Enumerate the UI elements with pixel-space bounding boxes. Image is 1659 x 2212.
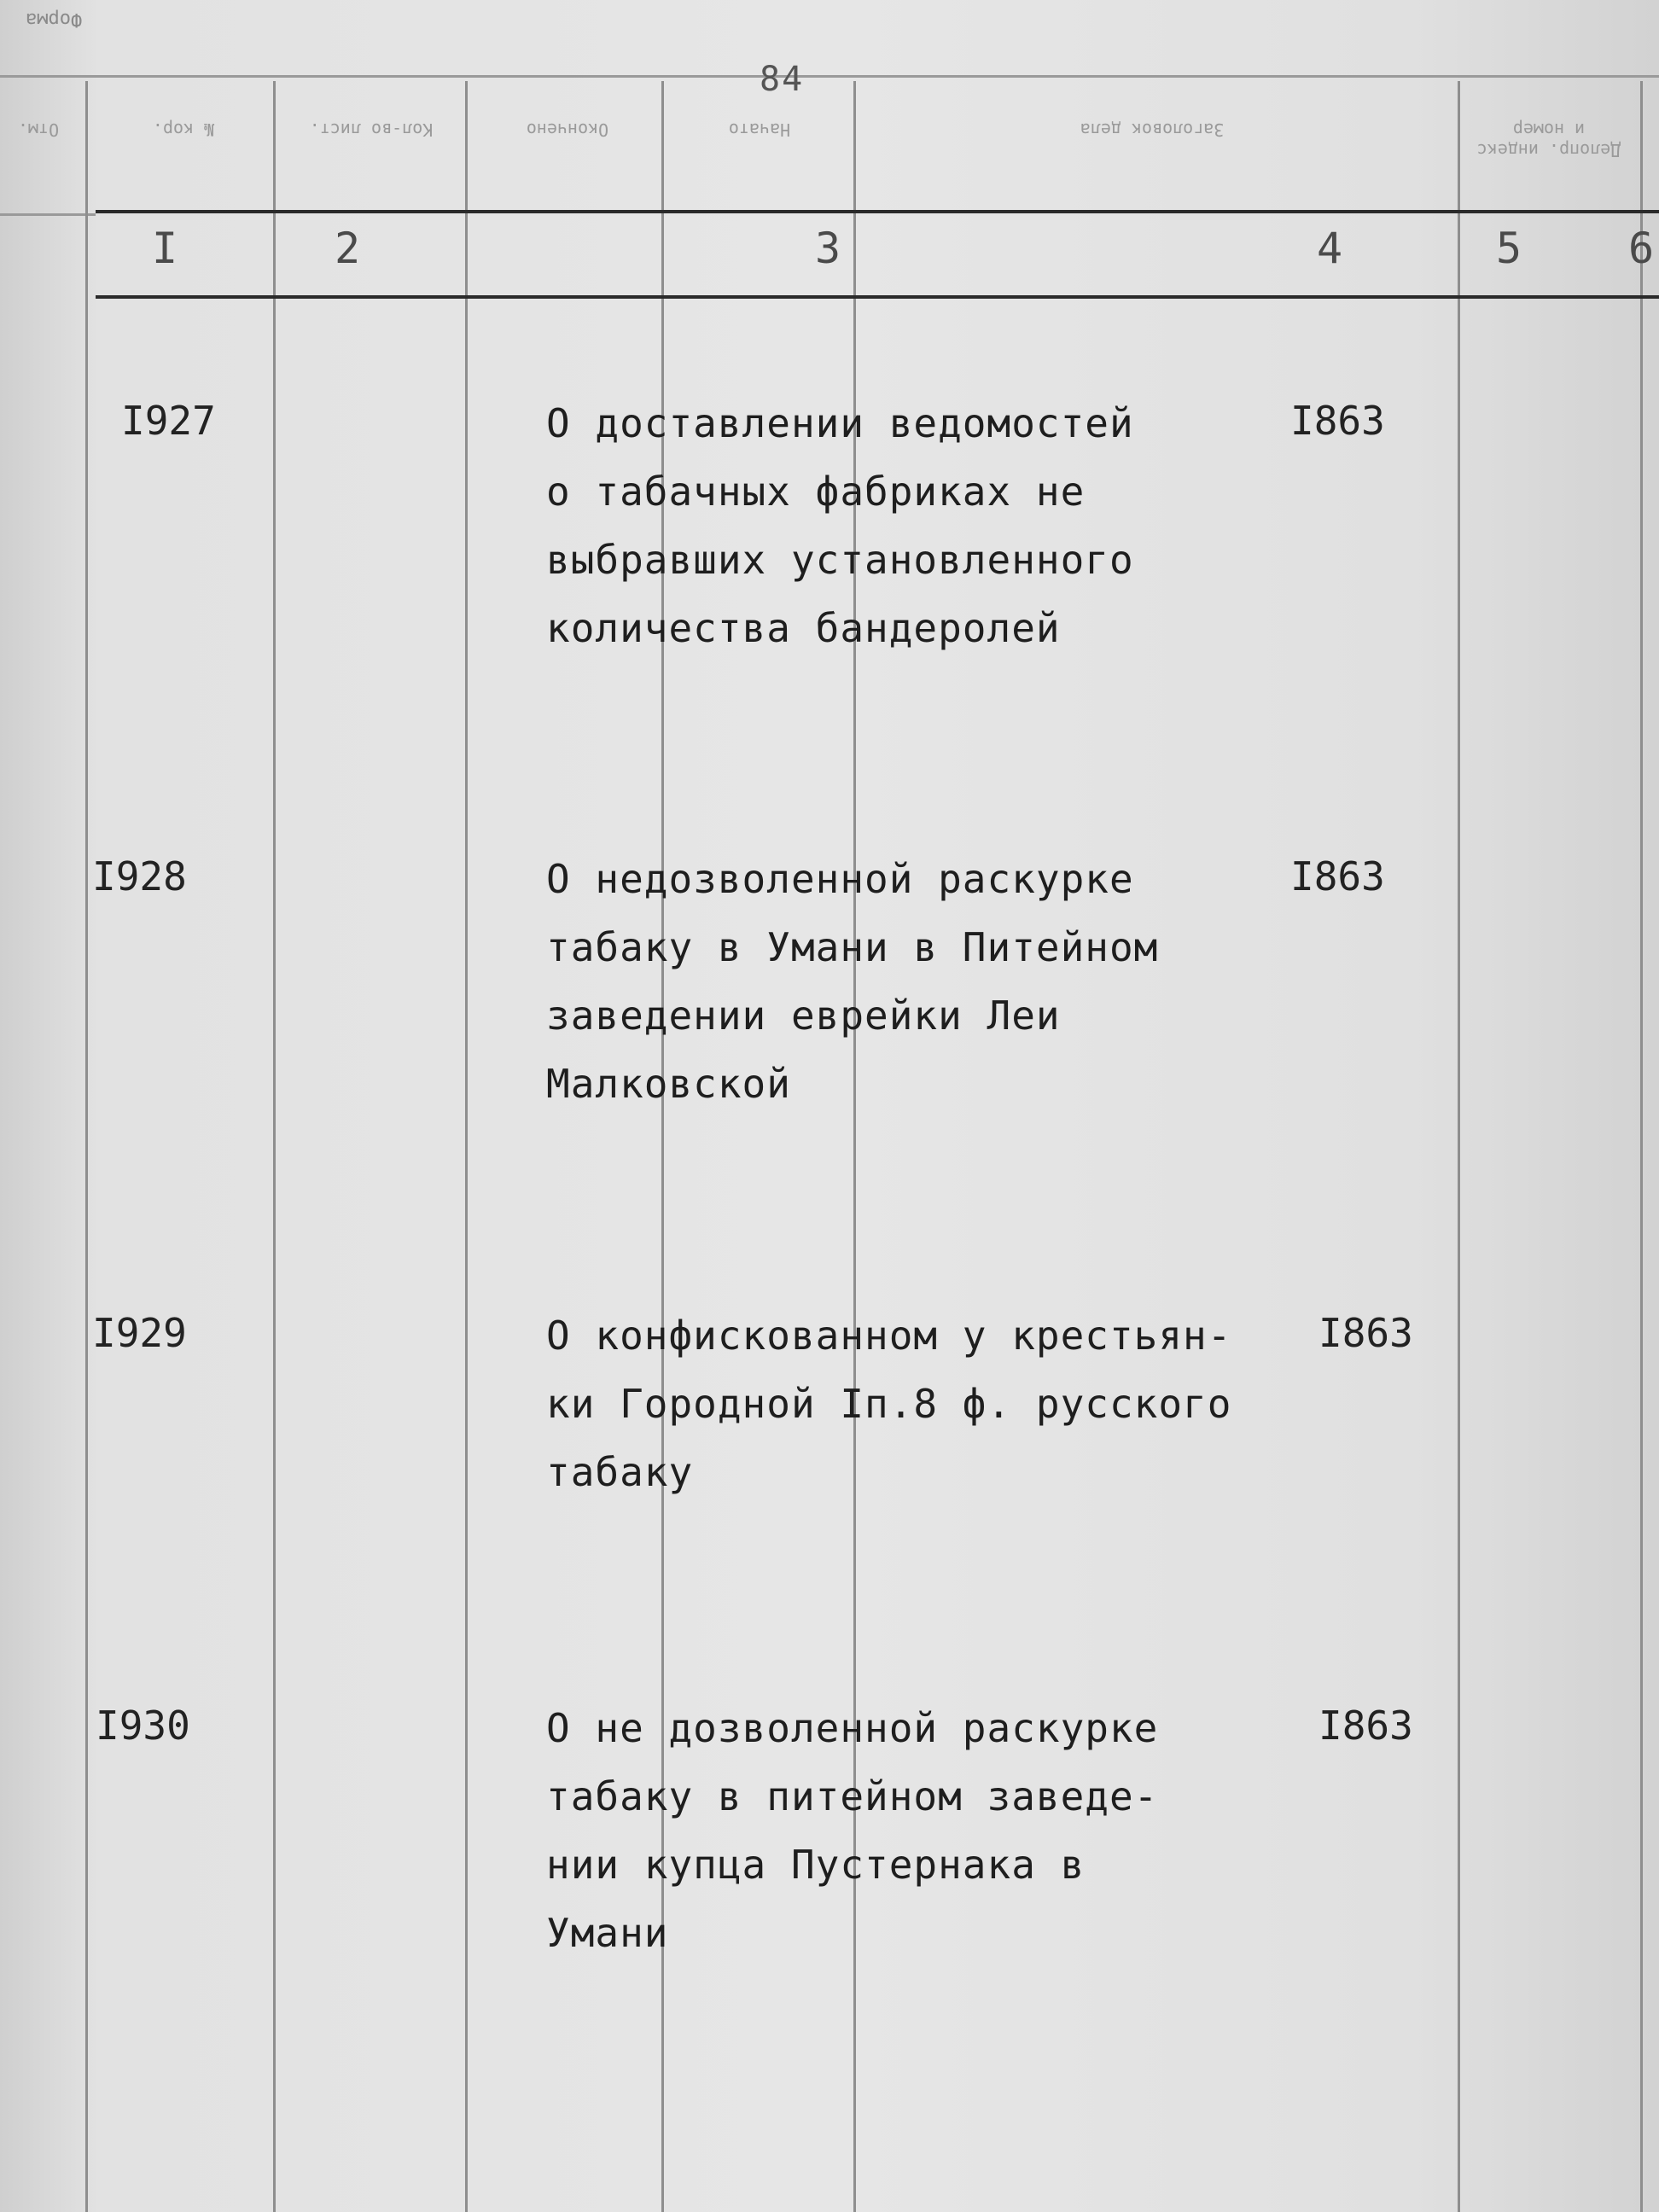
entry-year: I863 <box>1290 398 1385 444</box>
header-top-rule <box>0 75 1659 78</box>
column-header-notes: Отм. <box>17 119 60 140</box>
entry-title: О не дозволенной раскурке табаку в питейном заведе- нии купца Пустернака в Умани <box>546 1705 1159 1956</box>
column-number: 5 <box>1496 224 1522 273</box>
entry-number: I930 <box>96 1703 190 1749</box>
form-label: Форма <box>26 9 83 30</box>
column-rule <box>1640 81 1643 2212</box>
column-header-index: Делопр. индекс и номер <box>1476 119 1621 160</box>
entry-year: I863 <box>1290 853 1385 899</box>
column-header-start-date: Начато <box>728 119 791 140</box>
margin-rule <box>0 213 96 216</box>
entry-number: I927 <box>121 398 216 444</box>
entry-number: I928 <box>92 853 187 899</box>
column-number: 3 <box>815 224 841 273</box>
entry-title: О недозволенной раскурке табаку в Умани в Питейном заведении еврейки Леи Малковской <box>546 856 1159 1107</box>
column-number: 2 <box>335 224 361 273</box>
column-rule <box>1458 81 1460 2212</box>
header-rule <box>96 210 1659 213</box>
entry-year: I863 <box>1318 1310 1413 1356</box>
column-number-rule <box>96 295 1659 299</box>
entry-title: О доставлении ведомостей о табачных фабриках не выбравших установленного количества бандеролей <box>546 400 1134 651</box>
column-rule <box>465 81 468 2212</box>
column-rule <box>273 81 276 2212</box>
column-number: 6 <box>1628 224 1655 273</box>
column-rule <box>85 81 88 2212</box>
column-header-end-date: Окончено <box>526 119 609 140</box>
page-number: 84 <box>760 60 805 99</box>
entry-year: I863 <box>1318 1703 1413 1749</box>
column-header-sheet-count: Кол-во лист. <box>309 119 434 140</box>
column-number: I <box>152 224 178 273</box>
column-number: 4 <box>1317 224 1343 273</box>
column-header-box-no: № кор. <box>152 119 215 140</box>
column-header-file-title: Заголовок дела <box>1080 119 1225 140</box>
entry-title: О конфискованном у крестьян- ки Городной Iп.8 ф. русского табаку <box>546 1313 1232 1495</box>
entry-number: I929 <box>92 1310 187 1356</box>
